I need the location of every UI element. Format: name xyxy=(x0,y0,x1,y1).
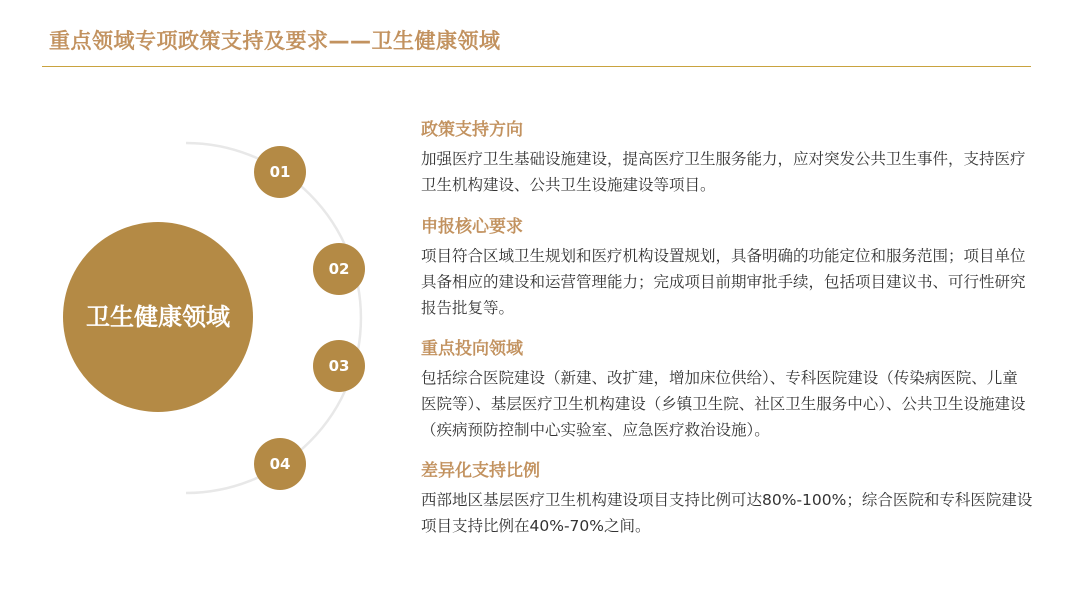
section-body: 包括综合医院建设（新建、改扩建，增加床位供给）、专科医院建设（传染病医院、儿童医院等）、基层医疗卫生机构建设（乡镇卫生院、社区卫生服务中心）、公共卫生设施建设（疾病预防控制中心实验室、应急医疗救治设施）。 xyxy=(421,369,1026,439)
section-heading: 申报核心要求 xyxy=(421,217,523,237)
section-key-investment-areas xyxy=(421,338,1033,443)
hub-label: 卫生健康领域 xyxy=(86,303,230,331)
number-badge-01: 01 xyxy=(254,146,306,198)
section-body: 项目符合区域卫生规划和医疗机构设置规划，具备明确的功能定位和服务范围；项目单位具备相应的建设和运营管理能力；完成项目前期审批手续，包括项目建议书、可行性研究报告批复等。 xyxy=(421,247,1026,317)
section-policy-direction xyxy=(421,119,1033,198)
page-title: 重点领域专项政策支持及要求——卫生健康领域 xyxy=(49,29,501,53)
section-core-requirements xyxy=(421,216,1033,321)
hub-circle xyxy=(63,222,253,412)
section-heading: 差异化支持比例 xyxy=(421,461,540,481)
number-badge-03: 03 xyxy=(313,340,365,392)
title-divider xyxy=(42,66,1031,67)
section-heading: 政策支持方向 xyxy=(421,120,523,140)
number-badge-02: 02 xyxy=(313,243,365,295)
number-badge-04: 04 xyxy=(254,438,306,490)
section-body: 西部地区基层医疗卫生机构建设项目支持比例可达80%-100%；综合医院和专科医院建设项目支持比例在40%-70%之间。 xyxy=(421,491,1033,535)
section-heading: 重点投向领域 xyxy=(421,339,523,359)
section-support-ratio xyxy=(421,460,1033,539)
section-body: 加强医疗卫生基础设施建设，提高医疗卫生服务能力，应对突发公共卫生事件，支持医疗卫生机构建设、公共卫生设施建设等项目。 xyxy=(421,150,1026,194)
